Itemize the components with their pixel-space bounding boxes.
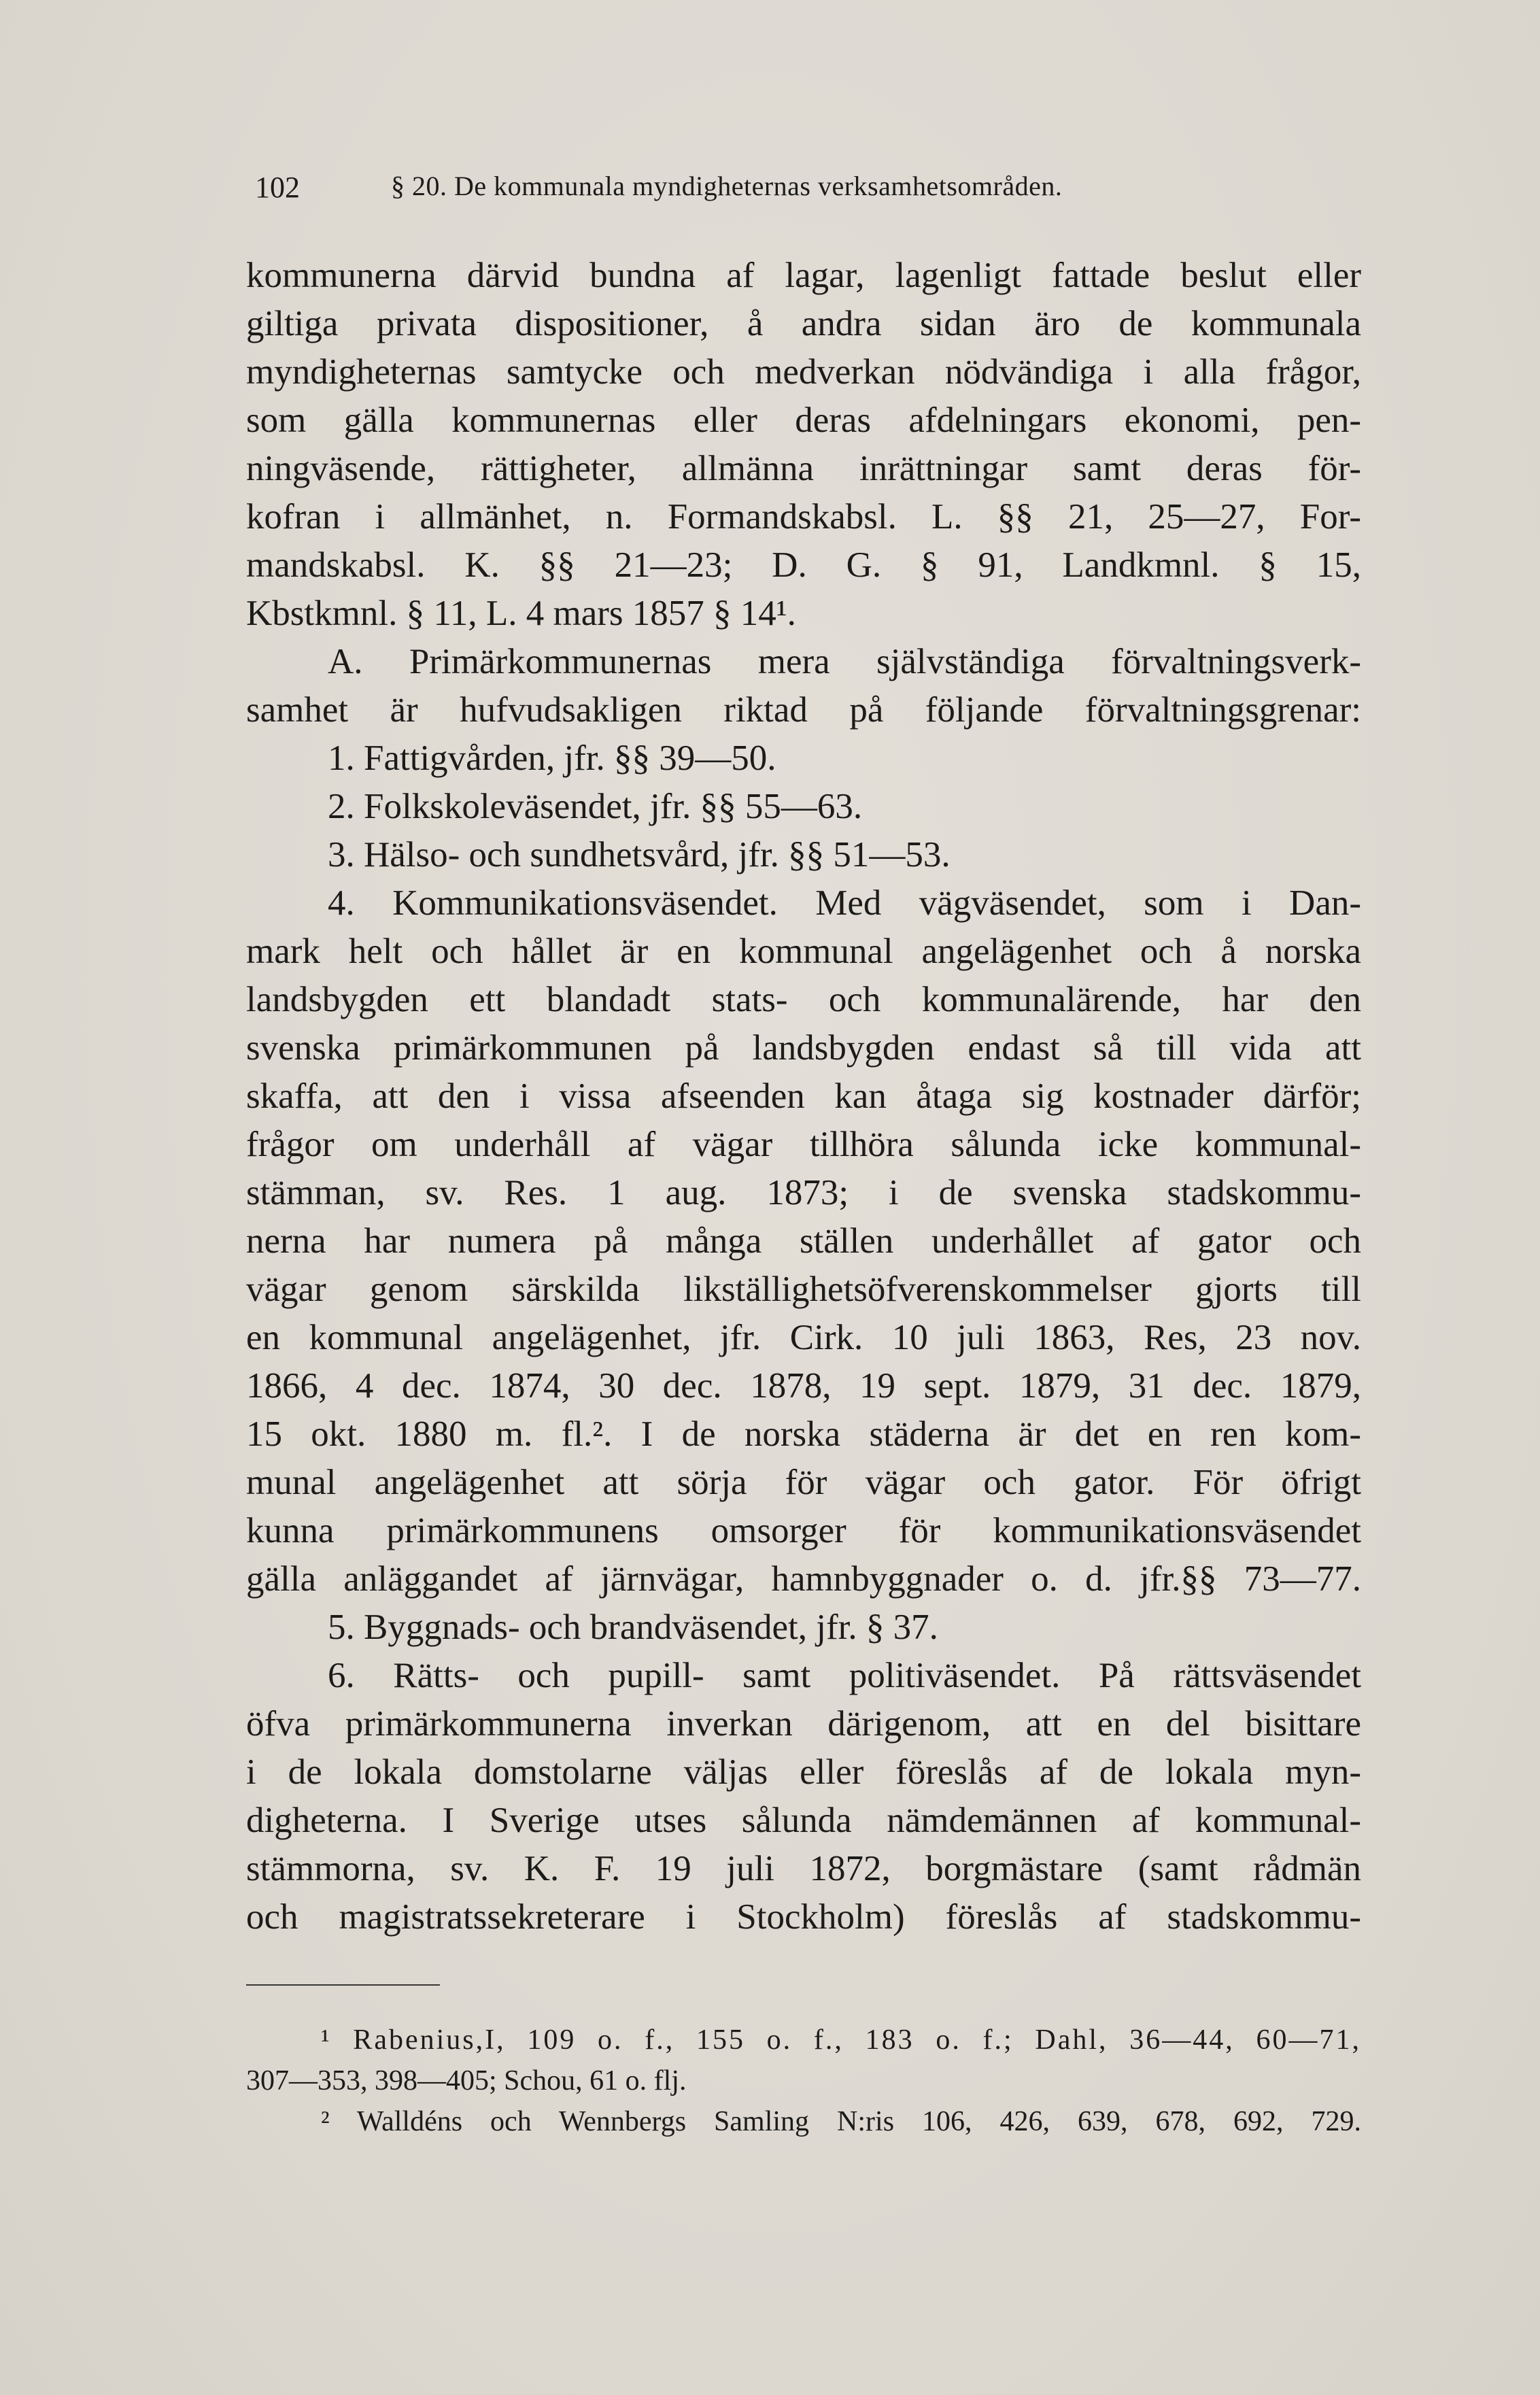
footnote-line: ¹ Rabenius,I, 109 o. f., 155 o. f., 183 o. f.; Dahl, 36—44, 60—71, — [321, 2024, 1361, 2056]
footnote-divider — [246, 1984, 440, 1986]
text-line: 15 okt. 1880 m. fl.². I de norska städerna är det en ren kom- — [246, 1414, 1361, 1454]
list-item: 6. Rätts- och pupill- samt politiväsendet. På rättsväsendet — [328, 1656, 1361, 1695]
text-line: i de lokala domstolarne väljas eller föreslås af de lokala myn- — [246, 1752, 1361, 1792]
text-line: kunna primärkommunens omsorger för kommunikationsväsendet — [246, 1511, 1361, 1550]
text-line: landsbygden ett blandadt stats- och kommunalärende, har den — [246, 980, 1361, 1019]
text-line: skaffa, att den i vissa afseenden kan åtaga sig kostnader därför; — [246, 1076, 1361, 1116]
text-line: kofran i allmänhet, n. Formandskabsl. L. §§ 21, 25—27, For- — [246, 497, 1361, 537]
text-line: mandskabsl. K. §§ 21—23; D. G. § 91, Landkmnl. § 15, — [246, 545, 1361, 585]
text-line: vägar genom särskilda likställighetsöfverenskommelser gjorts till — [246, 1270, 1361, 1309]
text-line: myndigheternas samtycke och medverkan nödvändiga i alla frågor, — [246, 352, 1361, 392]
text-line: mark helt och hållet är en kommunal angelägenhet och å norska — [246, 932, 1361, 971]
text-line: A. Primärkommunernas mera självständiga förvaltningsverk- — [328, 642, 1361, 681]
list-item: 5. Byggnads- och brandväsendet, jfr. § 37. — [328, 1608, 938, 1647]
text-line: nerna har numera på många ställen underhållet af gator och — [246, 1221, 1361, 1261]
list-item: 4. Kommunikationsväsendet. Med vägväsendet, som i Dan- — [328, 883, 1361, 923]
list-item: 2. Folkskoleväsendet, jfr. §§ 55—63. — [328, 787, 863, 826]
text-line: som gälla kommunernas eller deras afdelningars ekonomi, pen- — [246, 401, 1361, 440]
text-line: svenska primärkommunen på landsbygden endast så till vida att — [246, 1028, 1361, 1068]
text-line: stämman, sv. Res. 1 aug. 1873; i de svenska stadskommu- — [246, 1173, 1361, 1212]
list-item: 1. Fattigvården, jfr. §§ 39—50. — [328, 738, 776, 778]
body-text — [246, 252, 1361, 1941]
text-line: frågor om underhåll af vägar tillhöra sålunda icke kommunal- — [246, 1125, 1361, 1164]
footnote-line: 307—353, 398—405; Schou, 61 o. flj. — [246, 2065, 687, 2096]
text-line: en kommunal angelägenhet, jfr. Cirk. 10 juli 1863, Res, 23 nov. — [246, 1318, 1361, 1357]
text-line: stämmorna, sv. K. F. 19 juli 1872, borgmästare (samt rådmän — [246, 1849, 1361, 1888]
text-line: samhet är hufvudsakligen riktad på följande förvaltningsgrenar: — [246, 690, 1361, 730]
text-line: ningväsende, rättigheter, allmänna inrättningar samt deras för- — [246, 449, 1361, 488]
text-line: munal angelägenhet att sörja för vägar och gator. För öfrigt — [246, 1463, 1361, 1502]
page-number: 102 — [255, 171, 300, 204]
text-line: gälla anläggandet af järnvägar, hamnbyggnader o. d. jfr.§§ 73—77. — [246, 1559, 1361, 1599]
text-line: digheterna. I Sverige utses sålunda nämdemännen af kommunal- — [246, 1801, 1361, 1840]
text-line: giltiga privata dispositioner, å andra sidan äro de kommunala — [246, 304, 1361, 343]
text-line: 1866, 4 dec. 1874, 30 dec. 1878, 19 sept. 1879, 31 dec. 1879, — [246, 1366, 1361, 1406]
text-line: och magistratssekreterare i Stockholm) föreslås af stadskommu- — [246, 1897, 1361, 1937]
list-item: 3. Hälso- och sundhetsvård, jfr. §§ 51—53. — [328, 835, 951, 874]
footnotes — [246, 2020, 1361, 2142]
text-line: kommunerna därvid bundna af lagar, lagenligt fattade beslut eller — [246, 256, 1361, 295]
footnote-line: ² Walldéns och Wennbergs Samling N:ris 106, 426, 639, 678, 692, 729. — [321, 2106, 1361, 2137]
page-header — [255, 170, 1275, 211]
text-line: Kbstkmnl. § 11, L. 4 mars 1857 § 14¹. — [246, 594, 796, 633]
running-title: § 20. De kommunala myndigheternas verksamhetsområden. — [391, 171, 1063, 201]
text-line: öfva primärkommunerna inverkan därigenom, att en del bisittare — [246, 1704, 1361, 1744]
